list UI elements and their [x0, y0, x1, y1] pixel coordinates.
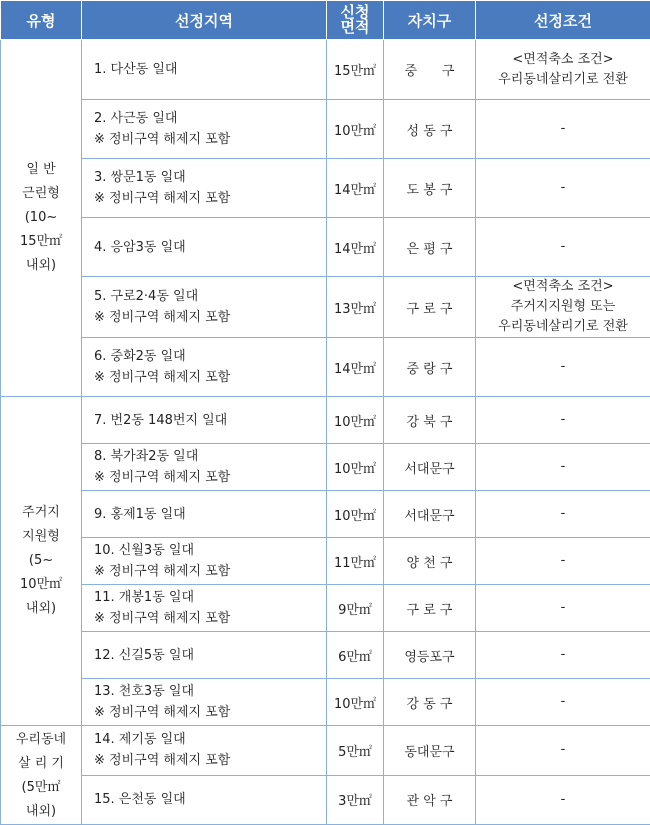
type-cell	[1, 726, 82, 825]
header-region: 선정지역	[82, 1, 327, 40]
area-cell: 9만㎡	[327, 585, 384, 632]
table-row	[1, 338, 650, 397]
condition-cell	[476, 159, 650, 218]
type-line: 지원형	[1, 525, 81, 549]
region-name: 4. 응암3동 일대	[94, 237, 326, 258]
condition-line: 우리동네살리기로 전환	[476, 317, 650, 337]
condition-line: -	[476, 119, 650, 139]
table-row	[1, 277, 650, 338]
area-cell: 10만㎡	[327, 100, 384, 159]
area-cell: 5만㎡	[327, 726, 384, 776]
condition-cell	[476, 338, 650, 397]
condition-cell	[476, 585, 650, 632]
region-name: 3. 쌍문1동 일대	[94, 167, 326, 188]
region-cell	[82, 159, 327, 218]
region-note: ※ 정비구역 해제지 포함	[94, 561, 326, 582]
type-line: 10만㎡	[1, 573, 81, 597]
type-line: (10~	[1, 206, 81, 230]
gu-cell: 동대문구	[384, 726, 476, 776]
region-note: ※ 정비구역 해제지 포함	[94, 188, 326, 209]
area-cell: 11만㎡	[327, 538, 384, 585]
region-note: ※ 정비구역 해제지 포함	[94, 307, 326, 328]
condition-line: -	[476, 237, 650, 257]
type-line: 내외)	[1, 597, 81, 621]
region-cell	[82, 218, 327, 277]
header-area-top: 신청	[327, 5, 383, 20]
gu-cell: 은 평 구	[384, 218, 476, 277]
region-cell	[82, 277, 327, 338]
region-name: 1. 다산동 일대	[94, 59, 326, 80]
type-cell	[1, 40, 82, 397]
condition-line: 주거지지원형 또는	[476, 297, 650, 317]
table-row	[1, 585, 650, 632]
gu-cell: 서대문구	[384, 444, 476, 491]
header-row	[1, 1, 650, 40]
region-note: ※ 정비구역 해제지 포함	[94, 367, 326, 388]
region-name: 8. 북가좌2동 일대	[94, 446, 326, 467]
header-gu: 자치구	[384, 1, 476, 40]
gu-cell: 중 랑 구	[384, 338, 476, 397]
region-cell	[82, 775, 327, 825]
type-line: (5~	[1, 549, 81, 573]
gu-cell: 서대문구	[384, 491, 476, 538]
condition-line: -	[476, 692, 650, 712]
condition-line: -	[476, 645, 650, 665]
gu-cell: 중 구	[384, 40, 476, 100]
gu-cell: 구 로 구	[384, 277, 476, 338]
gu-cell: 구 로 구	[384, 585, 476, 632]
condition-cell	[476, 397, 650, 444]
table-row	[1, 218, 650, 277]
condition-cell	[476, 40, 650, 100]
table-row	[1, 40, 650, 100]
condition-cell	[476, 538, 650, 585]
condition-line: 우리동네살리기로 전환	[476, 70, 650, 90]
area-cell: 10만㎡	[327, 444, 384, 491]
area-cell: 14만㎡	[327, 218, 384, 277]
region-cell	[82, 632, 327, 679]
region-cell	[82, 100, 327, 159]
area-cell: 13만㎡	[327, 277, 384, 338]
header-type: 유형	[1, 1, 82, 40]
region-cell	[82, 726, 327, 776]
condition-line: -	[476, 357, 650, 377]
area-cell: 10만㎡	[327, 679, 384, 726]
gu-cell: 강 동 구	[384, 679, 476, 726]
table-row	[1, 159, 650, 218]
header-area	[327, 1, 384, 40]
condition-cell	[476, 679, 650, 726]
area-cell: 10만㎡	[327, 397, 384, 444]
condition-line: -	[476, 740, 650, 760]
table-row	[1, 679, 650, 726]
region-name: 14. 제기동 일대	[94, 729, 326, 750]
region-cell	[82, 538, 327, 585]
region-cell	[82, 491, 327, 538]
condition-cell	[476, 726, 650, 776]
table-row	[1, 775, 650, 825]
condition-line: -	[476, 790, 650, 810]
condition-cell	[476, 491, 650, 538]
type-line: 주거지	[1, 501, 81, 525]
condition-cell	[476, 218, 650, 277]
gu-cell: 성 동 구	[384, 100, 476, 159]
condition-line: <면적축소 조건>	[476, 50, 650, 70]
region-name: 2. 사근동 일대	[94, 108, 326, 129]
type-line: (5만㎡	[1, 776, 81, 800]
table-row	[1, 632, 650, 679]
area-cell: 15만㎡	[327, 40, 384, 100]
condition-line: -	[476, 551, 650, 571]
area-cell: 10만㎡	[327, 491, 384, 538]
condition-cell	[476, 444, 650, 491]
condition-cell	[476, 277, 650, 338]
area-cell: 6만㎡	[327, 632, 384, 679]
area-cell: 14만㎡	[327, 159, 384, 218]
condition-line: -	[476, 178, 650, 198]
table-row	[1, 726, 650, 776]
table-row	[1, 538, 650, 585]
header-area-bottom: 면적	[327, 20, 383, 35]
area-cell: 14만㎡	[327, 338, 384, 397]
region-name: 13. 천호3동 일대	[94, 681, 326, 702]
region-name: 15. 은천동 일대	[94, 789, 326, 810]
gu-cell: 도 봉 구	[384, 159, 476, 218]
region-name: 5. 구로2·4동 일대	[94, 286, 326, 307]
region-name: 6. 중화2동 일대	[94, 346, 326, 367]
region-name: 7. 번2동 148번지 일대	[94, 410, 326, 431]
region-cell	[82, 338, 327, 397]
condition-cell	[476, 632, 650, 679]
type-line: 15만㎡	[1, 230, 81, 254]
table-row	[1, 100, 650, 159]
header-condition: 선정조건	[476, 1, 650, 40]
type-cell	[1, 397, 82, 726]
condition-cell	[476, 775, 650, 825]
condition-cell	[476, 100, 650, 159]
region-cell	[82, 585, 327, 632]
table-row	[1, 444, 650, 491]
type-line: 내외)	[1, 254, 81, 278]
type-line: 살 리 기	[1, 752, 81, 776]
condition-line: -	[476, 504, 650, 524]
table-row	[1, 397, 650, 444]
region-note: ※ 정비구역 해제지 포함	[94, 750, 326, 771]
table-row	[1, 491, 650, 538]
area-cell: 3만㎡	[327, 775, 384, 825]
type-line: 우리동네	[1, 728, 81, 752]
type-line: 일 반	[1, 158, 81, 182]
condition-line: -	[476, 598, 650, 618]
region-note: ※ 정비구역 해제지 포함	[94, 608, 326, 629]
region-note: ※ 정비구역 해제지 포함	[94, 129, 326, 150]
condition-line: <면적축소 조건>	[476, 277, 650, 297]
region-cell	[82, 444, 327, 491]
region-name: 10. 신월3동 일대	[94, 540, 326, 561]
gu-cell: 관 악 구	[384, 775, 476, 825]
region-cell	[82, 40, 327, 100]
region-note: ※ 정비구역 해제지 포함	[94, 467, 326, 488]
gu-cell: 강 북 구	[384, 397, 476, 444]
region-name: 12. 신길5동 일대	[94, 645, 326, 666]
gu-cell: 양 천 구	[384, 538, 476, 585]
type-line: 내외)	[1, 800, 81, 824]
type-line: 근린형	[1, 182, 81, 206]
region-cell	[82, 679, 327, 726]
region-cell	[82, 397, 327, 444]
region-note: ※ 정비구역 해제지 포함	[94, 702, 326, 723]
gu-cell: 영등포구	[384, 632, 476, 679]
region-name: 9. 홍제1동 일대	[94, 504, 326, 525]
region-name: 11. 개봉1동 일대	[94, 587, 326, 608]
condition-line: -	[476, 410, 650, 430]
condition-line: -	[476, 457, 650, 477]
